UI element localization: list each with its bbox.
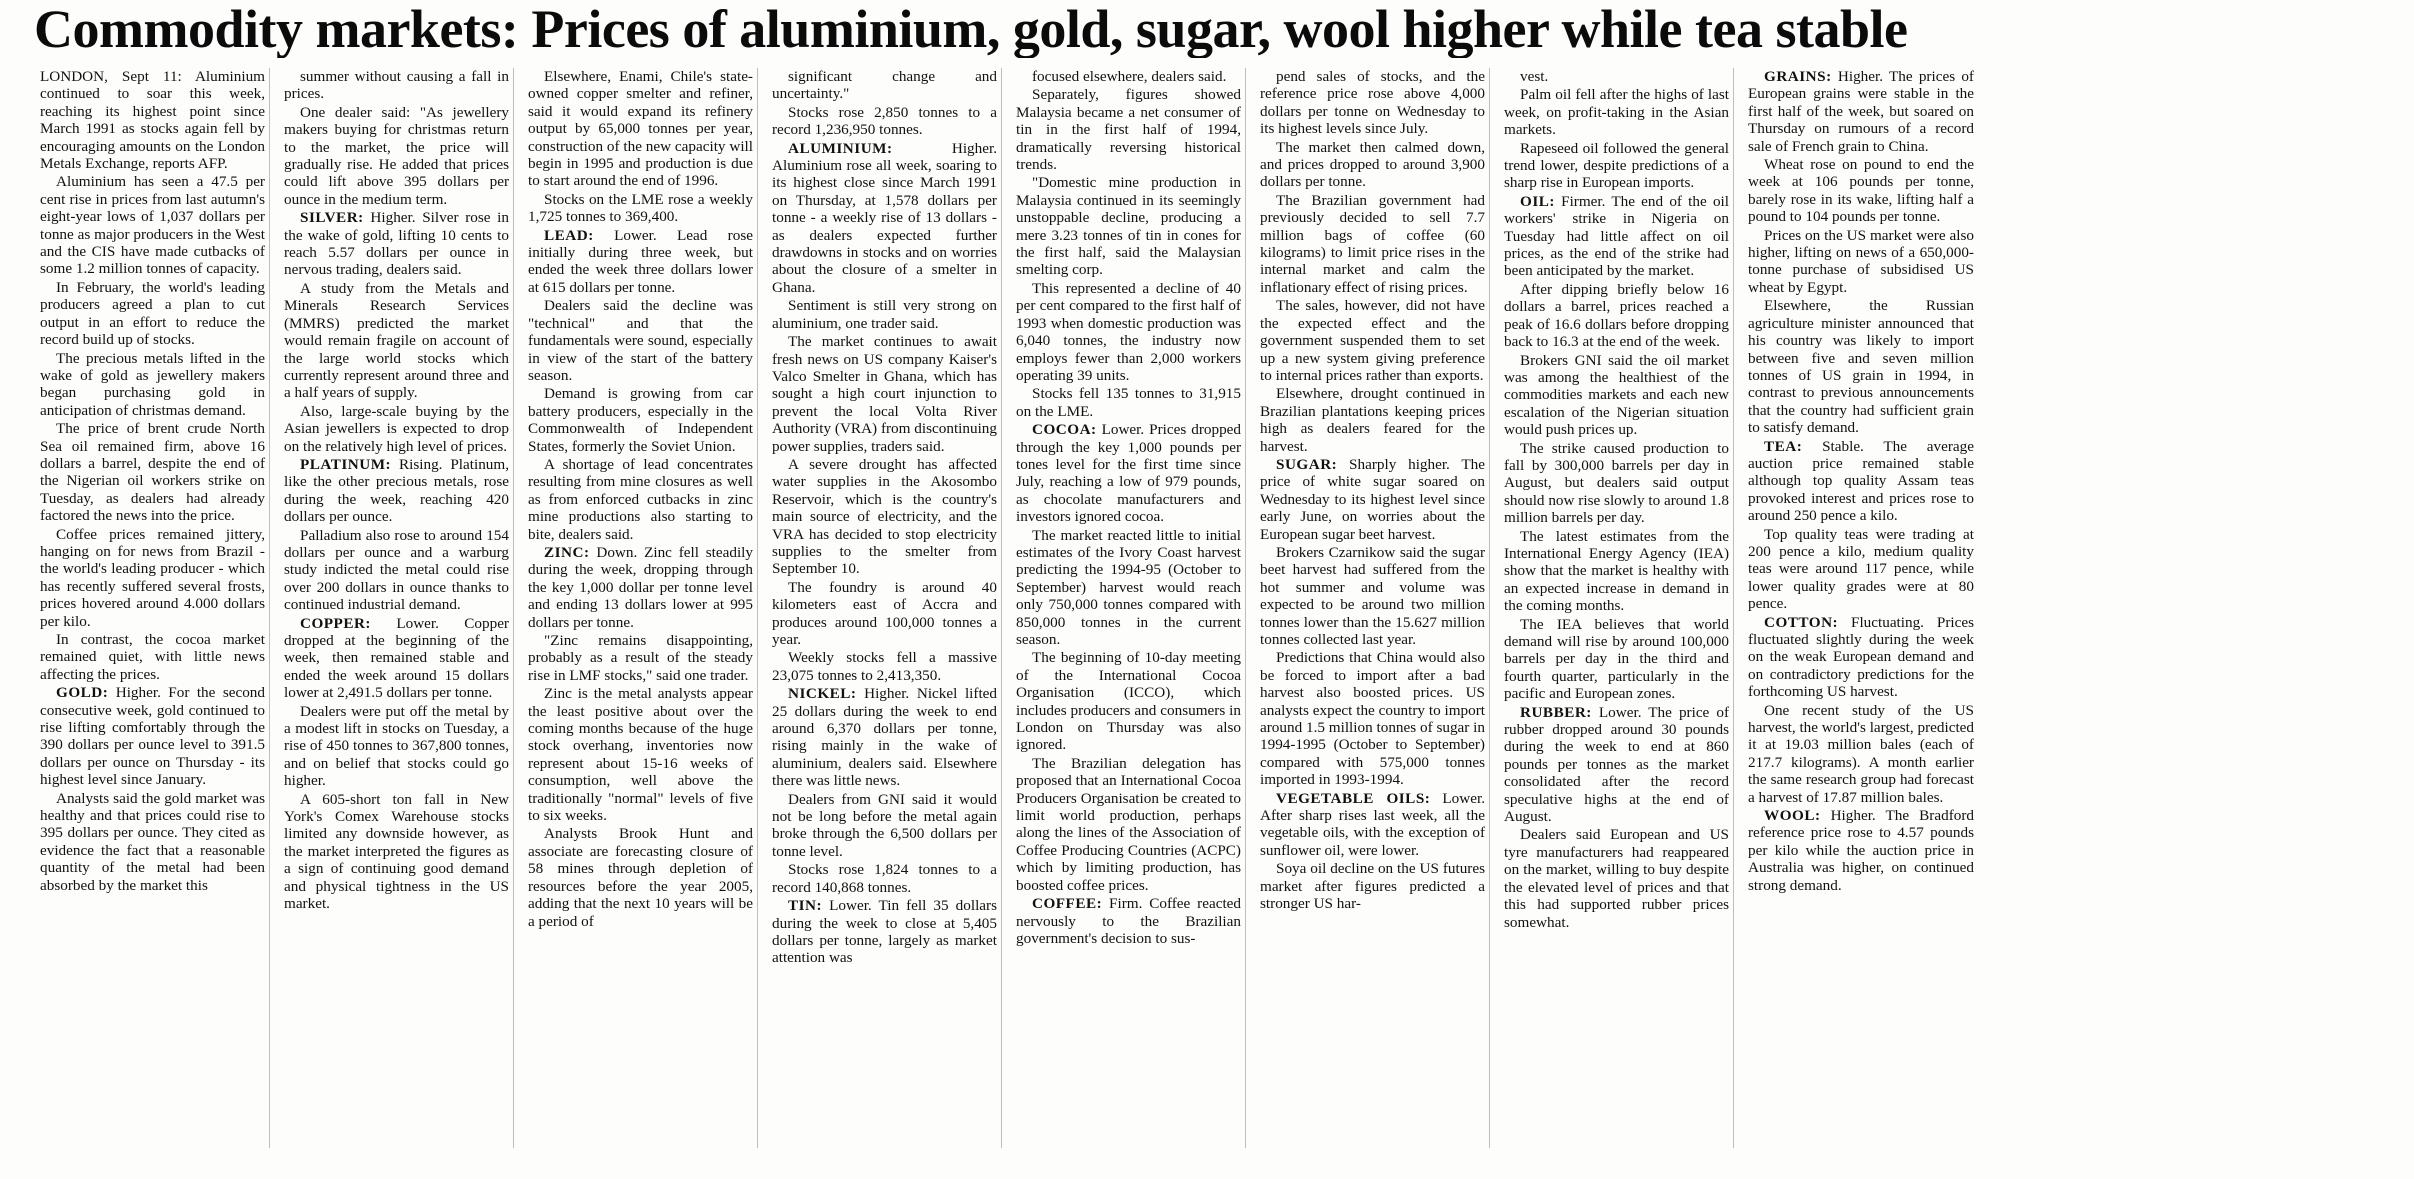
commodity-section-paragraph — [1504, 193, 1729, 280]
article-paragraph — [40, 526, 265, 630]
paragraph-text: Lower. Lead rose initially during three week, but ended the week three dollars lower at 615 dollars per tonne. — [528, 226, 753, 296]
commodity-section-paragraph — [772, 685, 997, 789]
paragraph-text: Higher. The Bradford reference price rose to 4.57 pounds per kilo while the auction price in Australia was higher, on continued strong demand. — [1748, 807, 1974, 894]
commodity-section-paragraph — [1016, 421, 1241, 525]
commodity-keyword: PLATINUM: — [300, 455, 392, 473]
paragraph-text: Analysts Brook Hunt and associate are forecasting closure of 58 mines through depletion of resources before the year 2005, adding that the next 10 years will be a period of — [528, 825, 753, 930]
commodity-keyword: COTTON: — [1764, 613, 1839, 631]
article-paragraph — [528, 825, 753, 929]
commodity-section-paragraph — [1748, 807, 1974, 894]
paragraph-text: summer without causing a fall in prices. — [284, 68, 509, 103]
article-paragraph — [1504, 352, 1729, 439]
article-paragraph — [528, 68, 753, 190]
paragraph-text: The Brazilian government had previously decided to sell 7.7 million bags of coffee (60 kilograms) to limit price rises in the internal market and calm the inflationary effect of rising prices. — [1260, 191, 1485, 296]
commodity-section-paragraph — [528, 544, 753, 631]
article-paragraph — [284, 703, 509, 790]
commodity-keyword: ALUMINIUM: — [788, 139, 893, 157]
article-paragraph — [1260, 860, 1485, 912]
commodity-keyword: ZINC: — [544, 543, 590, 561]
paragraph-text: A 605-short ton fall in New York's Comex Warehouse stocks limited any downside however, as the market interpreted the figures as a sign of continuing good demand and physical tightness in the US market. — [284, 790, 509, 913]
commodity-section-paragraph — [1748, 614, 1974, 701]
article-paragraph — [1260, 649, 1485, 788]
article-paragraph — [1260, 297, 1485, 384]
paragraph-text: A shortage of lead concentrates resulting from mine closures as well as from enforced cutbacks in zinc mine productions also starting to bite, dealers said. — [528, 455, 753, 543]
article-paragraph — [284, 280, 509, 402]
paragraph-text: Stable. The average auction price remained stable although top quality Assam teas provoked interest and prices rose to around 250 pence a kilo. — [1748, 437, 1974, 525]
article-paragraph — [1016, 527, 1241, 649]
commodity-section-paragraph — [1748, 68, 1974, 155]
paragraph-text: Palm oil fell after the highs of last week, on profit-taking in the Asian markets. — [1504, 86, 1729, 139]
paragraph-text: One dealer said: "As jewellery makers buying for christmas return to the market, the price will gradually rise. He added that prices could lift above 395 dollars per ounce in the medium term. — [284, 103, 509, 208]
article-paragraph — [1016, 174, 1241, 278]
commodity-keyword: TEA: — [1764, 437, 1803, 455]
article-paragraph — [1748, 297, 1974, 436]
commodity-keyword: COFFEE: — [1032, 895, 1103, 913]
article-paragraph — [1504, 140, 1729, 192]
paragraph-text: Fluctuating. Prices fluctuated slightly during the week on the weak European demand and on contradictory predictions for the forthcoming US harvest. — [1748, 613, 1974, 701]
paragraph-text: Brokers Czarnikow said the sugar beet harvest had suffered from the hot summer and volume was expected to be around two million tonnes lower than the 15.627 million tonnes collected last year. — [1260, 543, 1485, 648]
commodity-keyword: SILVER: — [300, 209, 364, 227]
paragraph-text: Sharply higher. The price of white sugar soared on Wednesday to its highest level since early June, on worries about the European sugar beet harvest. — [1260, 455, 1485, 543]
article-columns — [40, 68, 2402, 1148]
paragraph-text: The market continues to await fresh news on US company Kaiser's Valco Smelter in Ghana, which has sought a high court injunction to prevent the local Volta River Authority (VRA) from discontinuing power supplies, traders said. — [772, 333, 997, 455]
paragraph-text: Brokers GNI said the oil market was among the healthiest of the commodities markets and each new escalation of the Nigerian situation would push prices up. — [1504, 351, 1729, 439]
paragraph-text: Lower. After sharp rises last week, all the vegetable oils, with the exception of sunflower oil, were lower. — [1260, 789, 1485, 859]
article-paragraph — [1260, 385, 1485, 455]
paragraph-text: One recent study of the US harvest, the world's largest, predicted it at 19.03 million bales (each of 217.7 kilograms). A month earlier the same research group had forecast a harvest of 17.87 million bales. — [1748, 701, 1974, 806]
article-paragraph — [1016, 68, 1241, 85]
article-paragraph — [284, 403, 509, 455]
article-column-5 — [1016, 68, 1246, 1148]
article-paragraph — [1504, 528, 1729, 615]
commodity-keyword: GRAINS: — [1764, 68, 1832, 85]
article-paragraph — [772, 68, 997, 103]
article-column-7 — [1504, 68, 1734, 1148]
commodity-section-paragraph — [1016, 895, 1241, 947]
paragraph-text: The beginning of 10-day meeting of the International Cocoa Organisation (ICCO), which includes producers and consumers in London on Thursday was also ignored. — [1016, 649, 1241, 754]
article-paragraph — [1016, 755, 1241, 894]
paragraph-text: A severe drought has affected water supplies in the Akosombo Reservoir, which is the country's main source of electricity, and the VRA has decided to stop electricity supplies to the smelter from September 10. — [772, 455, 997, 578]
paragraph-text: "Zinc remains disappointing, probably as a result of the steady rise in LMF stocks," said one trader. — [528, 632, 753, 684]
article-paragraph — [772, 297, 997, 332]
paragraph-text: Higher. For the second consecutive week, gold continued to rise lifting comfortably through the 390 dollars per ounce level to 391.5 dollars per ounce on Thursday - its highest level since January. — [40, 684, 265, 789]
paragraph-text: The strike caused production to fall by 300,000 barrels per day in August, but dealers said output should now rise slowly to around 1.8 million barrels per day. — [1504, 439, 1729, 527]
article-paragraph — [1016, 86, 1241, 173]
article-paragraph — [1260, 68, 1485, 138]
article-paragraph — [1504, 440, 1729, 527]
paragraph-text: Zinc is the metal analysts appear the least positive about over the coming months because of the huge stock overhang, inventories now represent about 15-16 weeks of consumption, well above the traditionally "normal" levels of five to six weeks. — [528, 685, 753, 825]
paragraph-text: Stocks fell 135 tonnes to 31,915 on the LME. — [1016, 385, 1241, 420]
paragraph-text: Lower. Prices dropped through the key 1,000 pounds per tones level for the first time since July, reaching a low of 979 pounds, as chocolate manufacturers and investors ignored cocoa. — [1016, 421, 1241, 526]
paragraph-text: pend sales of stocks, and the reference price rose above 4,000 dollars per tonne on Wednesday to its highest levels since July. — [1260, 68, 1485, 138]
commodity-keyword: COCOA: — [1032, 421, 1097, 439]
commodity-section-paragraph — [1260, 456, 1485, 543]
paragraph-text: Elsewhere, Enami, Chile's state-owned copper smelter and refiner, said it would expand its refinery output by 65,000 tonnes per year, construction of the new capacity will begin in 1995 and production is due to start around the end of 1996. — [528, 68, 753, 190]
paragraph-text: Higher. Aluminium rose all week, soaring to its highest close since March 1991 on Thursday, at 1,578 dollars per tonne - a weekly rise of 13 dollars - as dealers expected further drawdowns in stocks and on worries about the closure of a smelter in Ghana. — [772, 139, 997, 296]
paragraph-text: The price of brent crude North Sea oil remained firm, above 16 dollars a barrel, despite the end of the Nigerian oil workers strike on Tuesday, as dealers had already factored the news into the price. — [40, 420, 265, 525]
paragraph-text: This represented a decline of 40 per cent compared to the first half of 1993 when domestic production was 6,040 tonnes, the industry now employs fewer than 2,000 workers operating 39 units. — [1016, 279, 1241, 384]
paragraph-text: The sales, however, did not have the expected effect and the government suspended them to set up a new system giving preference to internal prices rather than exports. — [1260, 297, 1485, 384]
paragraph-text: Aluminium has seen a 47.5 per cent rise in prices from last autumn's eight-year lows of 1,037 dollars per tonne as major producers in the West and the CIS have made cutbacks of some 1.2 million tonnes of capacity. — [40, 173, 265, 278]
paragraph-text: Also, large-scale buying by the Asian jewellers is expected to drop on the relatively high level of prices. — [284, 402, 509, 455]
paragraph-text: Soya oil decline on the US futures market after figures predicted a stronger US har- — [1260, 860, 1485, 913]
commodity-keyword: RUBBER: — [1520, 703, 1592, 721]
paragraph-text: The market reacted little to initial estimates of the Ivory Coast harvest predicting the 1994-95 (October to September) harvest would reach only 750,000 tonnes compared with 850,000 tonnes in the current season. — [1016, 526, 1241, 648]
paragraph-text: Higher. The prices of European grains were stable in the first half of the week, but soared on Thursday on rumours of a record sale of French grain to China. — [1748, 68, 1974, 155]
paragraph-text: Lower. Tin fell 35 dollars during the week to close at 5,405 dollars per tonne, largely as market attention was — [772, 897, 997, 967]
article-paragraph — [528, 297, 753, 384]
article-paragraph — [40, 68, 265, 172]
paragraph-text: Coffee prices remained jittery, hanging on for news from Brazil - the world's leading producer - which has recently suffered several frosts, prices hovered around 4.000 dollars per kilo. — [40, 525, 265, 630]
paragraph-text: Dealers from GNI said it would not be long before the metal again broke through the 6,500 dollars per tonne level. — [772, 790, 997, 860]
article-paragraph — [528, 191, 753, 226]
commodity-keyword: COPPER: — [300, 614, 371, 632]
paragraph-text: Higher. Silver rose in the wake of gold, lifting 10 cents to reach 5.57 dollars per ounce in nervous trading, dealers said. — [284, 209, 509, 279]
paragraph-text: Stocks rose 2,850 tonnes to a record 1,236,950 tonnes. — [772, 103, 997, 139]
commodity-keyword: OIL: — [1520, 192, 1555, 210]
paragraph-text: Firm. Coffee reacted nervously to the Brazilian government's decision to sus- — [1016, 895, 1241, 947]
paragraph-text: Analysts said the gold market was healthy and that prices could rise to 395 dollars per ounce. They cited as evidence the fact that a reasonable quantity of the metal had been absorbed by the market this — [40, 789, 265, 894]
paragraph-text: The market then calmed down, and prices dropped to around 3,900 dollars per tonne. — [1260, 138, 1485, 191]
paragraph-text: The precious metals lifted in the wake of gold as jewellery makers began purchasing gold in anticipation of christmas demand. — [40, 349, 265, 419]
paragraph-text: Weekly stocks fell a massive 23,075 tonnes to 2,413,350. — [772, 649, 997, 684]
article-paragraph — [40, 631, 265, 683]
article-paragraph — [284, 527, 509, 614]
paragraph-text: In February, the world's leading producers agreed a plan to cut output in an effort to reduce the record build up of stocks. — [40, 278, 265, 349]
paragraph-text: Down. Zinc fell steadily during the week, dropping through the key 1,000 dollar per tonne level and ending 13 dollars lower at 995 dollars per tonne. — [528, 543, 753, 631]
article-paragraph — [40, 350, 265, 420]
article-paragraph — [772, 861, 997, 896]
article-paragraph — [284, 791, 509, 913]
article-paragraph — [1260, 192, 1485, 296]
paragraph-text: Stocks on the LME rose a weekly 1,725 tonnes to 369,400. — [528, 190, 753, 226]
article-paragraph — [40, 173, 265, 277]
article-paragraph — [1504, 68, 1729, 85]
paragraph-text: Dealers said European and US tyre manufacturers had reappeared on the market, willing to buy despite the elevated level of prices and that this had supported rubber prices somewhat. — [1504, 826, 1729, 931]
commodity-keyword: TIN: — [788, 897, 823, 915]
paragraph-text: The latest estimates from the International Energy Agency (IEA) show that the market is healthy with an expected increase in demand in the coming months. — [1504, 527, 1729, 615]
paragraph-text: Top quality teas were trading at 200 pence a kilo, medium quality teas were around 117 pence, while lower quality grades were at 80 pence. — [1748, 525, 1974, 613]
paragraph-text: Rising. Platinum, like the other precious metals, rose during the week, reaching 420 dollars per ounce. — [284, 455, 509, 526]
paragraph-text: Firmer. The end of the oil workers' strike in Nigeria on Tuesday had little affect on oil prices, as the end of the strike had been anticipated by the market. — [1504, 192, 1729, 280]
article-column-3 — [528, 68, 758, 1148]
article-paragraph — [1504, 86, 1729, 138]
article-paragraph — [1748, 227, 1974, 297]
article-paragraph — [1260, 544, 1485, 648]
article-paragraph — [1504, 616, 1729, 703]
paragraph-text: Elsewhere, the Russian agriculture minister announced that his country was likely to import between five and seven million tonnes of US grain in 1994, in contrast to previous announcements that the country had sufficient grain to satisfy demand. — [1748, 297, 1974, 437]
paragraph-text: Elsewhere, drought continued in Brazilian plantations keeping prices high as dealers feared for the harvest. — [1260, 385, 1485, 455]
article-paragraph — [1016, 385, 1241, 420]
commodity-section-paragraph — [528, 227, 753, 297]
article-paragraph — [1748, 156, 1974, 226]
paragraph-text: Higher. Nickel lifted 25 dollars during the week to end around 6,370 dollars per tonne, rising mainly in the wake of aluminium, dealers said. Elsewhere there was little news. — [772, 685, 997, 790]
article-paragraph — [1748, 702, 1974, 806]
article-paragraph — [1016, 649, 1241, 753]
paragraph-text: Stocks rose 1,824 tonnes to a record 140,868 tonnes. — [772, 861, 997, 896]
article-paragraph — [284, 68, 509, 103]
article-paragraph — [772, 456, 997, 578]
paragraph-text: vest. — [1520, 68, 1549, 85]
commodity-section-paragraph — [1748, 438, 1974, 525]
commodity-keyword: VEGETABLE OILS: — [1276, 789, 1431, 807]
article-paragraph — [528, 456, 753, 543]
article-paragraph — [528, 685, 753, 824]
commodity-keyword: LEAD: — [544, 226, 594, 244]
paragraph-text: A study from the Metals and Minerals Research Services (MMRS) predicted the market would remain fragile on account of the large world stocks which currently represent around three and a half years of supply. — [284, 279, 509, 402]
paragraph-text: Separately, figures showed Malaysia became a net consumer of tin in the first half of 1994, dramatically reversing historical trends. — [1016, 86, 1241, 174]
commodity-keyword: NICKEL: — [788, 685, 857, 703]
paragraph-text: After dipping briefly below 16 dollars a barrel, prices reached a peak of 16.6 dollars before dropping back to 16.3 at the end of the week. — [1504, 280, 1729, 351]
paragraph-text: Wheat rose on pound to end the week at 106 pounds per tonne, barely rose in its wake, lifting half a pound to 104 pounds per tonne. — [1748, 156, 1974, 226]
paragraph-text: Prices on the US market were also higher, lifting on news of a 650,000-tonne purchase of subsidised US wheat by Egypt. — [1748, 226, 1974, 296]
article-paragraph — [40, 790, 265, 894]
article-paragraph — [40, 279, 265, 349]
paragraph-text: In contrast, the cocoa market remained quiet, with little news affecting the prices. — [40, 631, 265, 683]
commodity-section-paragraph — [284, 615, 509, 702]
paragraph-text: The IEA believes that world demand will rise by around 100,000 barrels per day in the third and fourth quarter, particularly in the pacific and European zones. — [1504, 615, 1729, 703]
paragraph-text: "Domestic mine production in Malaysia continued in its seemingly unstoppable decline, producing a mere 3.23 tonnes of tin in cones for the first half, said the Malaysian smelting corp. — [1016, 174, 1241, 279]
article-paragraph — [772, 649, 997, 684]
commodity-section-paragraph — [40, 684, 265, 788]
commodity-section-paragraph — [1504, 704, 1729, 826]
paragraph-text: Sentiment is still very strong on aluminium, one trader said. — [772, 297, 997, 332]
article-column-1 — [40, 68, 270, 1148]
commodity-keyword: SUGAR: — [1276, 455, 1338, 473]
paragraph-text: Dealers said the decline was "technical" and that the fundamentals were sound, especially in view of the start of the battery season. — [528, 297, 753, 384]
commodity-keyword: WOOL: — [1764, 807, 1821, 825]
paragraph-text: The Brazilian delegation has proposed that an International Cocoa Producers Organisation be created to limit world production, perhaps along the lines of the Association of Coffee Producing Countries (ACPC) which by limiting production, has boosted coffee prices. — [1016, 754, 1241, 894]
commodity-section-paragraph — [1260, 790, 1485, 860]
article-column-2 — [284, 68, 514, 1148]
paragraph-text: LONDON, Sept 11: Aluminium continued to soar this week, reaching its highest point since March 1991 as stocks again fell by encouraging amounts on the London Metals Exchange, reports AFP. — [40, 68, 265, 173]
article-paragraph — [528, 632, 753, 684]
article-paragraph — [1748, 526, 1974, 613]
paragraph-text: Demand is growing from car battery producers, especially in the Commonwealth of Independent States, formerly the Soviet Union. — [528, 385, 753, 455]
paragraph-text: significant change and uncertainty." — [772, 68, 997, 103]
article-paragraph — [284, 104, 509, 208]
article-column-6 — [1260, 68, 1490, 1148]
commodity-section-paragraph — [284, 209, 509, 279]
article-paragraph — [1504, 826, 1729, 930]
commodity-section-paragraph — [284, 456, 509, 526]
paragraph-text: Palladium also rose to around 154 dollars per ounce and a warburg study indicted the metal could rise over 200 dollars in ounce thanks to continued industrial demand. — [284, 526, 509, 614]
paragraph-text: Dealers were put off the metal by a modest lift in stocks on Tuesday, a rise of 450 tonnes to 367,800 tonnes, and on belief that stocks could go higher. — [284, 702, 509, 790]
article-column-8 — [1748, 68, 1978, 1148]
paragraph-text: focused elsewhere, dealers said. — [1032, 68, 1227, 85]
article-paragraph — [1016, 280, 1241, 384]
article-paragraph — [1260, 139, 1485, 191]
article-paragraph — [1504, 281, 1729, 351]
article-paragraph — [772, 104, 997, 139]
article-paragraph — [772, 791, 997, 861]
paragraph-text: Lower. The price of rubber dropped around 30 pounds during the week to end at 860 pounds per tonnes as the market consolidated after the record speculative highs at the end of August. — [1504, 703, 1729, 826]
article-column-4 — [772, 68, 1002, 1148]
commodity-section-paragraph — [772, 897, 997, 967]
commodity-keyword: GOLD: — [56, 684, 109, 702]
article-paragraph — [528, 385, 753, 455]
paragraph-text: Lower. Copper dropped at the beginning of the week, then remained stable and ended the week around 15 dollars lower at 2,491.5 dollars per tonne. — [284, 614, 509, 702]
headline: Commodity markets: Prices of aluminium, gold, sugar, wool higher while tea stable — [34, 0, 1908, 58]
commodity-section-paragraph — [772, 140, 997, 297]
article-paragraph — [772, 333, 997, 455]
paragraph-text: The foundry is around 40 kilometers east of Accra and produces around 100,000 tonnes a year. — [772, 578, 997, 648]
paragraph-text: Predictions that China would also be forced to import after a bad harvest also boosted prices. US analysts expect the country to import around 1.5 million tonnes of sugar in 1994-1995 (October to September) compared with 575,000 tonnes imported in 1993-1994. — [1260, 649, 1485, 789]
article-paragraph — [40, 420, 265, 524]
paragraph-text: Rapeseed oil followed the general trend lower, despite predictions of a sharp rise in European imports. — [1504, 139, 1729, 192]
article-paragraph — [772, 579, 997, 649]
